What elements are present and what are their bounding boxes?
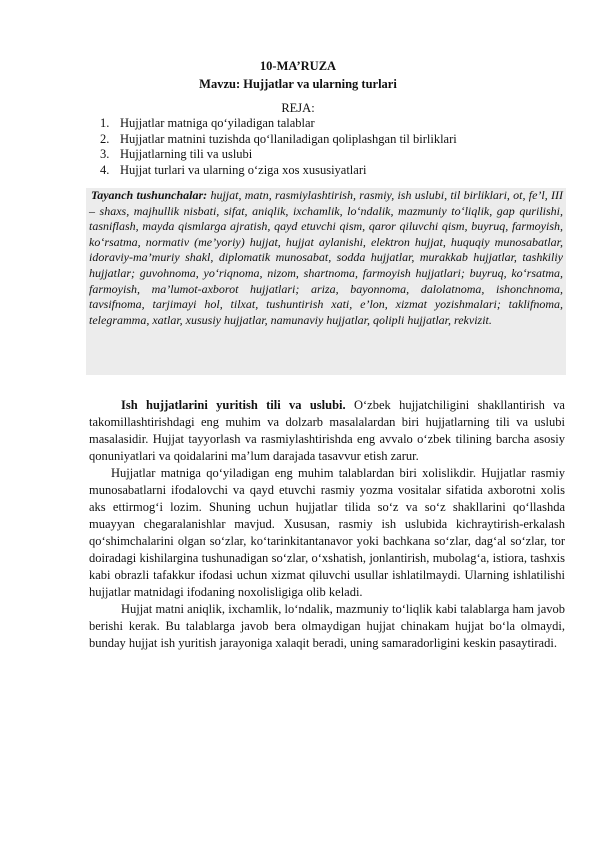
plan-list xyxy=(100,116,457,178)
body-section xyxy=(89,397,565,652)
paragraph-1 xyxy=(89,397,565,465)
plan-item xyxy=(100,132,457,148)
paragraph-2: Hujjatlar matniga qo‘yiladigan eng muhim talablardan biri xolislikdir. Hujjatlar rasmiy munosabatlarni ifodalovchi va qayd etuvchi rasmiy yozma vositalar sifatida axborotni xolis aks ettirmog‘i lozim. Shuning uchun hujjatlar tilida so‘z va so‘z shakllarini qo‘llashda muayyan chegaralanishlar mavjud. Xususan, rasmiy ish uslubida kichraytirish-erkalash qo‘shimchalarini olgan so‘zlar, ko‘tarinkitantanavor yoki bachkana so‘zlar, dag‘al so‘zlar, tor doiradagi kishilargina tushunadigan so‘zlar, o‘xshatish, jonlantirish, mubolag‘a, istiora, tashxis kabi obrazli tafakkur ifodasi uchun xizmat qiluvchi usullar ishlatilmaydi. Ularning ishlatilishi hujjatlar matnidagi ifodaning noxolisligiga olib keladi. xyxy=(89,466,565,599)
plan-item xyxy=(100,147,457,163)
plan-item-text: Hujjatlar matnini tuzishda qo‘llaniladigan qoliplashgan til birliklari xyxy=(120,131,457,146)
section-heading: Ish hujjatlarini yuritish tili va uslubi. xyxy=(121,398,346,412)
plan-item-number: 1. xyxy=(100,116,110,130)
plan-item-text: Hujjatlarning tili va uslubi xyxy=(120,147,253,161)
plan-heading: REJA: xyxy=(281,101,315,115)
paragraph-1-text: O‘zbek hujjatchiligini shakllantirish va takomillashtirishdagi eng muhim va dolzarb masalalardan biri hujjatlarning tili va uslubi masalasidir. Hujjat tayyorlash va rasmiylashtirishda eng avvalo o‘zbek tilining barcha asosiy qonuniyatlari va qoidalarini ma’lum darajada tasavvur etish zarur. xyxy=(89,398,565,463)
plan-item-text: Hujjat turlari va ularning o‘ziga xos xususiyatlari xyxy=(120,162,367,177)
paragraph-3: Hujjat matni aniqlik, ixchamlik, lo‘ndalik, mazmuniy to‘liqlik kabi talablarga ham javob berishi kerak. Bu talablarga javob bera olmaydigan hujjat chinakam hujjat bo‘la olmaydi, bunday hujjat ish yuritish jarayoniga xalaqit beradi, uning samaradorligini keskin pasaytiradi. xyxy=(89,602,565,650)
plan-item xyxy=(100,163,457,179)
lecture-topic: Mavzu: Hujjatlar va ularning turlari xyxy=(199,77,397,91)
lecture-number: 10-MA’RUZA xyxy=(259,59,337,73)
keywords-paragraph xyxy=(89,188,563,328)
keywords-list: hujjat, matn, rasmiylashtirish, rasmiy, ish uslubi, til birliklari, ot, fe’l, III – shaxs, majhullik nisbati, sifat, aniqlik, ixchamlik, lo‘ndalik, mazmuniy to‘liqlik, gap qurilishi, tasniflash, mayda qismlarga ajratish, qayd etuvchi qism, qaror qiluvchi qism, buyruq, farmoyish, ko‘rsatma, normativ (me’yoriy) hujjat, hujjat aylanishi, elektron hujjat, huquqiy munosabatlar, idoraviy-ma’muriy shakl, diplomatik munosabat, sodda hujjatlar, murakkab hujjatlar, tashkiliy hujjatlar; guvohnoma, yo‘riqnoma, nizom, shartnoma, farmoyish hujjatlari; buyruq, ko‘rsatma, farmoyish, ma’lumot-axborot hujjatlari; ariza, bayonnoma, dalolatnoma, ishonchnoma, tavsifnoma, tarjimayi hol, tilxat, tushuntirish xati, e’lon, xizmat yozishmalari; taklifnoma, telegramma, xatlar, xususiy hujjatlar, namunaviy hujjatlar, qolipli hujjatlar, rekvizit. xyxy=(89,188,563,327)
plan-item xyxy=(100,116,457,132)
keywords-label: Tayanch tushunchalar: xyxy=(91,188,208,202)
plan-item-text: Hujjatlar matniga qo‘yiladigan talablar xyxy=(120,116,315,130)
plan-item-number: 3. xyxy=(100,147,110,161)
plan-item-number: 4. xyxy=(100,162,110,177)
plan-item-number: 2. xyxy=(100,131,110,146)
